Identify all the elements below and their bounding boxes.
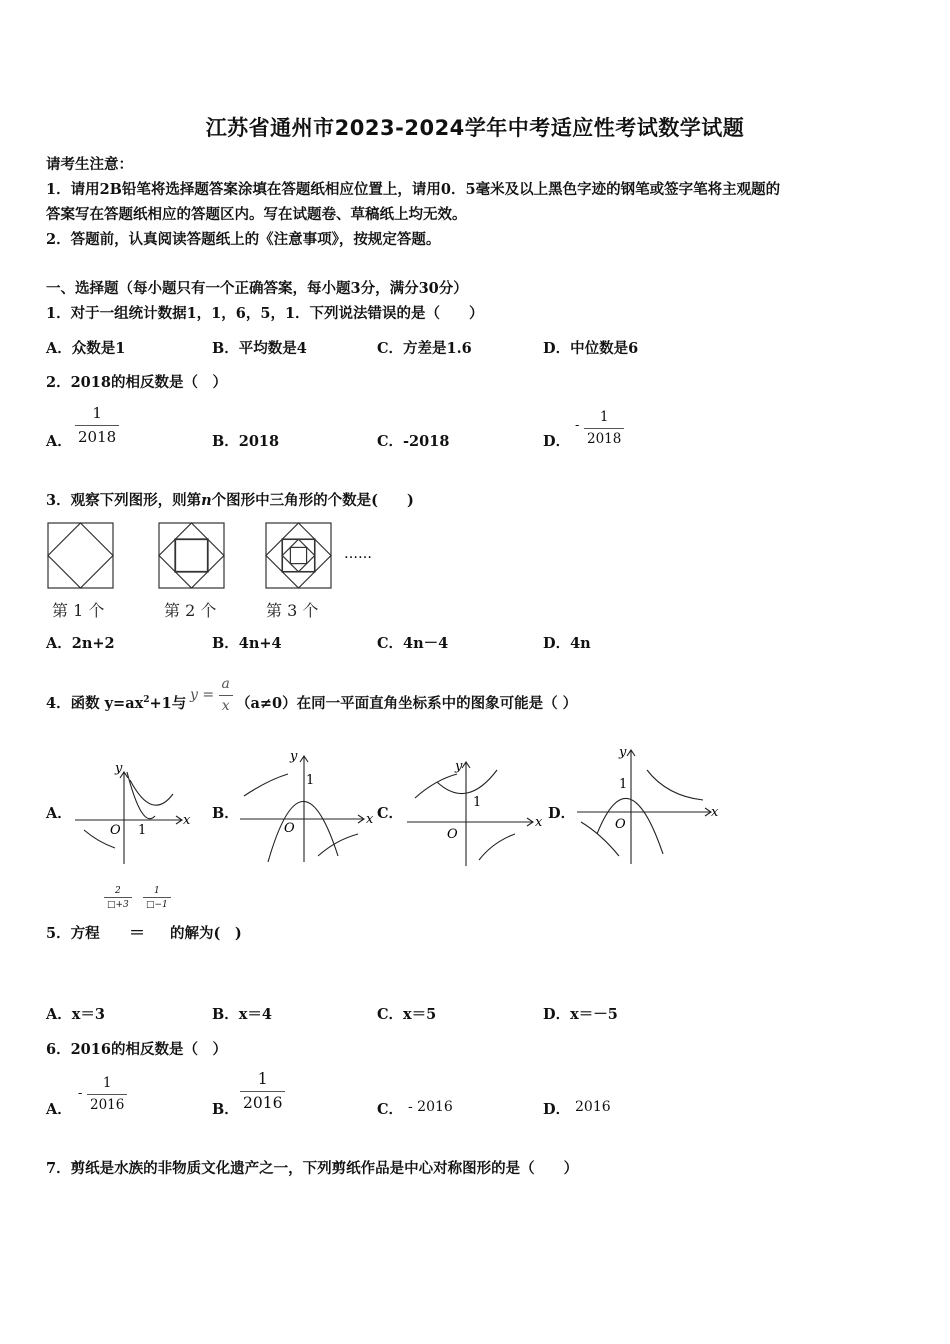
figure-2-caption: 第 2 个: [164, 601, 217, 620]
svg-text:O: O: [284, 821, 295, 836]
notice-heading: 请考生注意：: [46, 156, 133, 173]
q5-option-c[interactable]: C．x＝5: [377, 1006, 437, 1023]
figure-3-inner-square: [282, 539, 315, 572]
q5-option-d[interactable]: D．x＝－5: [543, 1006, 618, 1023]
svg-text:O: O: [447, 827, 458, 842]
q2-option-a-fraction: $\frac{1}{2018}$: [75, 404, 119, 446]
svg-text:x: x: [366, 812, 374, 827]
figure-3-inner-diamond: [282, 539, 315, 572]
q1-option-c[interactable]: C．方差是1.6: [377, 340, 472, 357]
svg-text:y: y: [115, 761, 123, 776]
q4-option-b[interactable]: B．: [212, 805, 239, 822]
q4-graph-d: [575, 742, 725, 868]
question-7-stem: 7．剪纸是水族的非物质文化遗产之一，下列剪纸作品是中心对称图形的是（ ）: [46, 1160, 579, 1177]
q2-option-a-label[interactable]: A．: [46, 433, 72, 450]
svg-text:y: y: [455, 759, 463, 774]
svg-text:1: 1: [138, 823, 147, 838]
q3-pattern-figures: [46, 520, 376, 592]
q3-option-c[interactable]: C．4n－4: [377, 635, 449, 652]
q6-option-b-fraction: $\frac{1}{2016}$: [240, 1070, 285, 1112]
question-4-stem-end: （a≠0）在同一平面直角坐标系中的图象可能是（ ）: [236, 695, 578, 712]
figure-3-innermost-square: [290, 547, 306, 563]
notice-line: 2．答题前，认真阅读答题纸上的《注意事项》，按规定答题。: [46, 231, 441, 248]
question-5-stem-end: 的解为( ): [170, 925, 242, 942]
svg-text:1: 1: [619, 777, 628, 792]
question-4-stem-start: 4．函数 $y=ax^2+1$与: [46, 695, 187, 712]
q4-option-d[interactable]: D．: [548, 805, 576, 822]
q6-option-d-label[interactable]: D．: [543, 1101, 571, 1118]
figure-1-square: [48, 523, 113, 588]
q4-graph-b: [238, 744, 378, 866]
question-6-stem: 6．2016的相反数是（ ）: [46, 1041, 227, 1058]
q6-option-a-sign: -: [78, 1086, 83, 1101]
q4-graph-a: [70, 752, 200, 870]
question-2-stem: 2．2018的相反数是（ ）: [46, 374, 227, 391]
q3-ellipsis: ……: [344, 546, 372, 562]
figure-3-diamond: [266, 523, 331, 588]
q3-option-a[interactable]: A．2n+2: [46, 635, 115, 652]
figure-2-diamond: [159, 523, 224, 588]
svg-text:1: 1: [473, 795, 482, 810]
figure-3-caption: 第 3 个: [266, 601, 319, 620]
q4-option-c[interactable]: C．: [377, 805, 404, 822]
q3-option-d[interactable]: D．4n: [543, 635, 591, 652]
q2-option-b[interactable]: B．2018: [212, 433, 280, 450]
q5-fraction-left: $\frac{2}{□+3}$: [104, 886, 132, 910]
section-heading: 一、选择题（每小题只有一个正确答案，每小题3分，满分30分）: [46, 280, 468, 297]
q3-option-b[interactable]: B．4n+4: [212, 635, 282, 652]
q1-option-b[interactable]: B．平均数是4: [212, 340, 307, 357]
question-1-stem: 1．对于一组统计数据1，1，6，5，1．下列说法错误的是（ ）: [46, 305, 484, 322]
q6-option-b-label[interactable]: B．: [212, 1101, 239, 1118]
q5-option-b[interactable]: B．x＝4: [212, 1006, 272, 1023]
page-title: 江苏省通州市2023-2024学年中考适应性考试数学试题: [205, 116, 745, 140]
figure-2-inner-square: [175, 539, 208, 572]
q6-option-c-label[interactable]: C．: [377, 1101, 404, 1118]
svg-text:O: O: [110, 823, 121, 838]
svg-text:x: x: [183, 813, 191, 828]
q2-option-d-label[interactable]: D．: [543, 433, 571, 450]
svg-text:1: 1: [306, 773, 315, 788]
q4-option-a[interactable]: A．: [46, 805, 72, 822]
figure-2-square: [159, 523, 224, 588]
q2-option-c[interactable]: C．-2018: [377, 433, 450, 450]
svg-text:x: x: [711, 805, 719, 820]
q1-option-a[interactable]: A．众数是1: [46, 340, 126, 357]
svg-text:O: O: [615, 817, 626, 832]
notice-line: 答案写在答题纸相应的答题区内。写在试题卷、草稿纸上均无效。: [46, 206, 467, 223]
question-5-stem-start: 5．方程: [46, 925, 100, 942]
figure-1-caption: 第 1 个: [52, 601, 105, 620]
q5-equals: ＝: [129, 923, 146, 942]
svg-text:y: y: [290, 749, 298, 764]
q6-option-d-value: 2016: [575, 1099, 611, 1115]
figure-3-square: [266, 523, 331, 588]
q6-option-c-value: - 2016: [408, 1099, 453, 1115]
svg-text:x: x: [535, 815, 543, 830]
q5-option-a[interactable]: A．x＝3: [46, 1006, 105, 1023]
q6-option-a-fraction: $\frac{1}{2016}$: [87, 1075, 127, 1113]
question-3-stem: 3．观察下列图形，则第n个图形中三角形的个数是( ): [46, 492, 414, 509]
q2-option-d-sign: -: [575, 418, 580, 433]
q2-option-d-fraction: $\frac{1}{2018}$: [584, 409, 624, 447]
figure-1-diamond: [48, 523, 113, 588]
q1-option-d[interactable]: D．中位数是6: [543, 340, 639, 357]
q6-option-a-label[interactable]: A．: [46, 1101, 72, 1118]
q5-fraction-right: $\frac{1}{□-1}$: [143, 886, 171, 910]
svg-text:y: y: [619, 745, 627, 760]
q4-graph-c: [405, 752, 545, 870]
notice-line: 1．请用2B铅笔将选择题答案涂填在答题纸相应位置上，请用0．5毫米及以上黑色字迹的钢笔或签字笔将主观题的: [46, 181, 781, 198]
q4-inline-fraction: y = $\frac{a}{x}$: [190, 676, 233, 714]
